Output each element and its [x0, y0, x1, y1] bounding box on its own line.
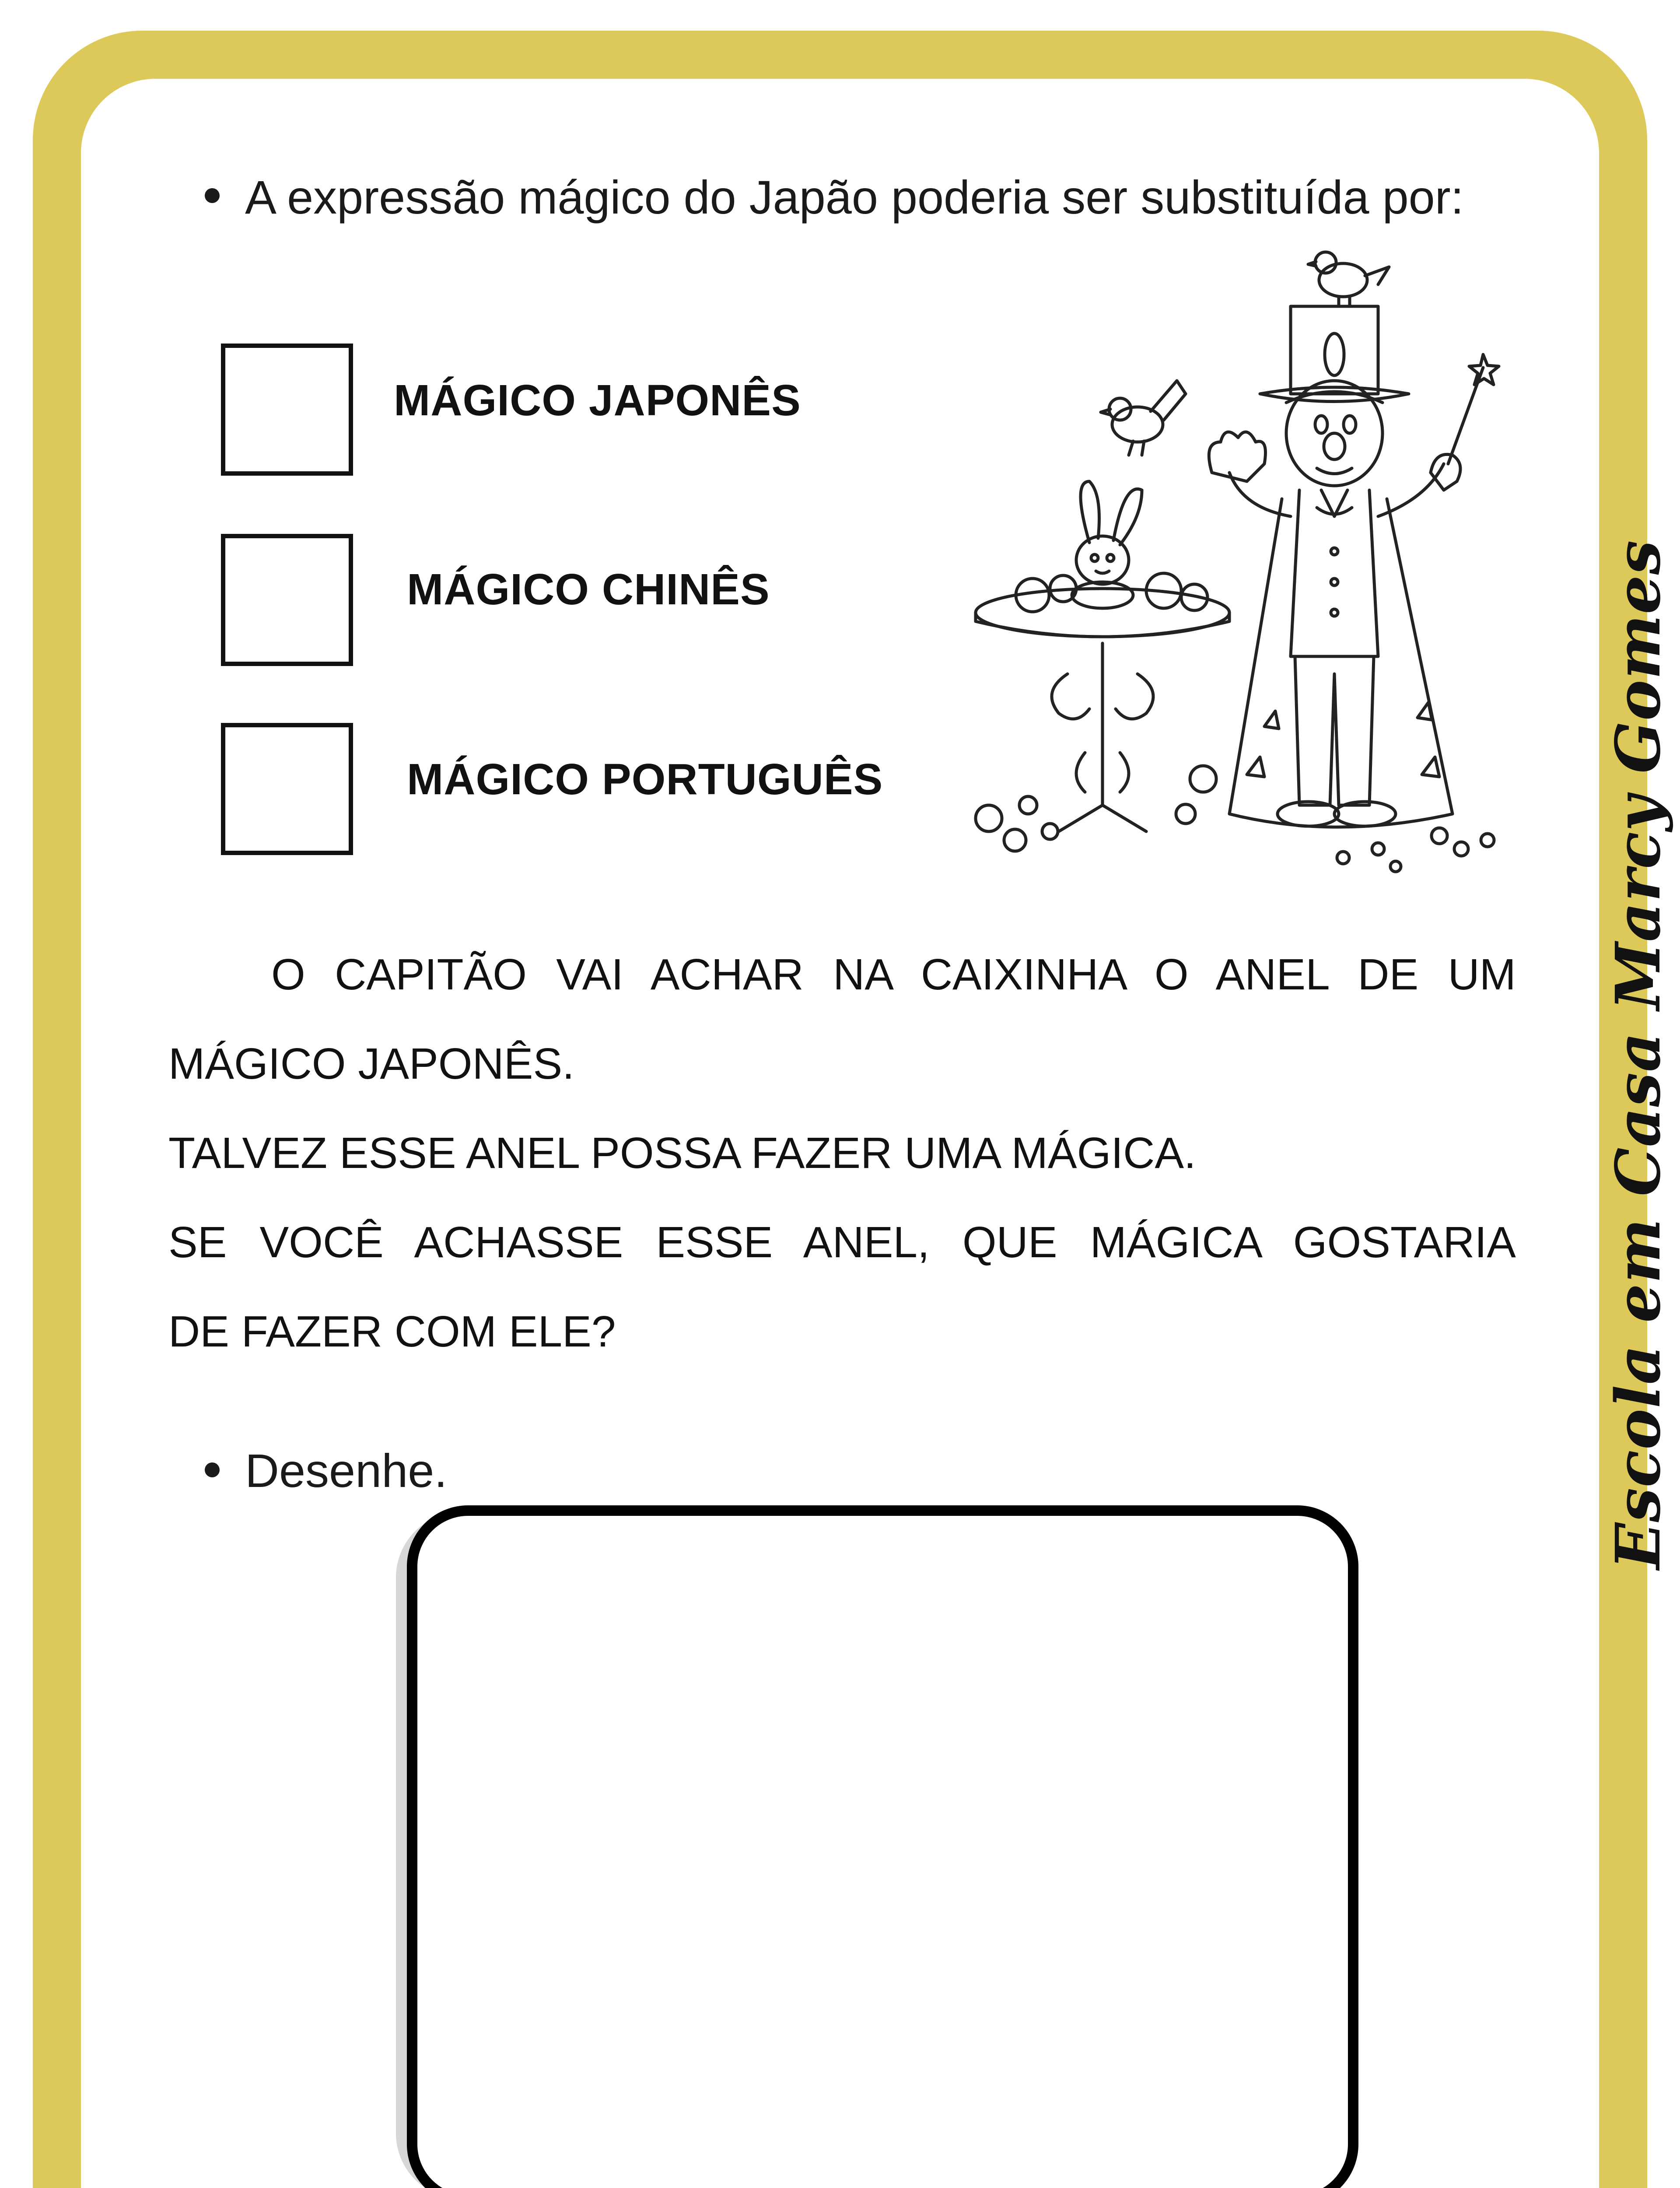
- checkbox-magico-chines[interactable]: [221, 534, 353, 666]
- bird-icon: [1101, 381, 1186, 455]
- option-label: MÁGICO PORTUGUÊS: [407, 755, 883, 804]
- story-line-5: DE FAZER COM ELE?: [168, 1307, 616, 1356]
- top-hat-icon: [1260, 306, 1409, 402]
- option-label: MÁGICO JAPONÊS: [394, 376, 801, 425]
- story-line-2: MÁGICO JAPONÊS.: [168, 1039, 574, 1088]
- magician-illustration: [958, 236, 1527, 884]
- side-watermark: Escola em Casa Marcy Gomes: [1603, 540, 1674, 1570]
- story-line-1: O CAPITÃO VAI ACHAR NA CAIXINHA O ANEL DE UM: [271, 950, 1516, 999]
- magician-body: [1278, 490, 1396, 826]
- magic-table: [976, 589, 1229, 831]
- drawing-area[interactable]: [407, 1505, 1358, 2188]
- magician-head: [1286, 381, 1382, 486]
- bird-icon: [1308, 252, 1389, 306]
- question-text: A expressão mágico do Japão poderia ser substituída por:: [245, 171, 1464, 224]
- option-label: MÁGICO CHINÊS: [407, 565, 770, 614]
- story-line-4: SE VOCÊ ACHASSE ESSE ANEL, QUE MÁGICA GOSTARIA: [168, 1218, 1516, 1267]
- bullet-icon: [205, 188, 220, 203]
- magic-wand-icon: [1448, 354, 1499, 464]
- draw-prompt: Desenhe.: [245, 1444, 448, 1497]
- bullet-icon: [205, 1462, 220, 1477]
- story-line-3: TALVEZ ESSE ANEL POSSA FAZER UMA MÁGICA.: [168, 1129, 1196, 1178]
- checkbox-magico-portugues[interactable]: [221, 723, 353, 855]
- checkbox-magico-japones[interactable]: [221, 344, 353, 476]
